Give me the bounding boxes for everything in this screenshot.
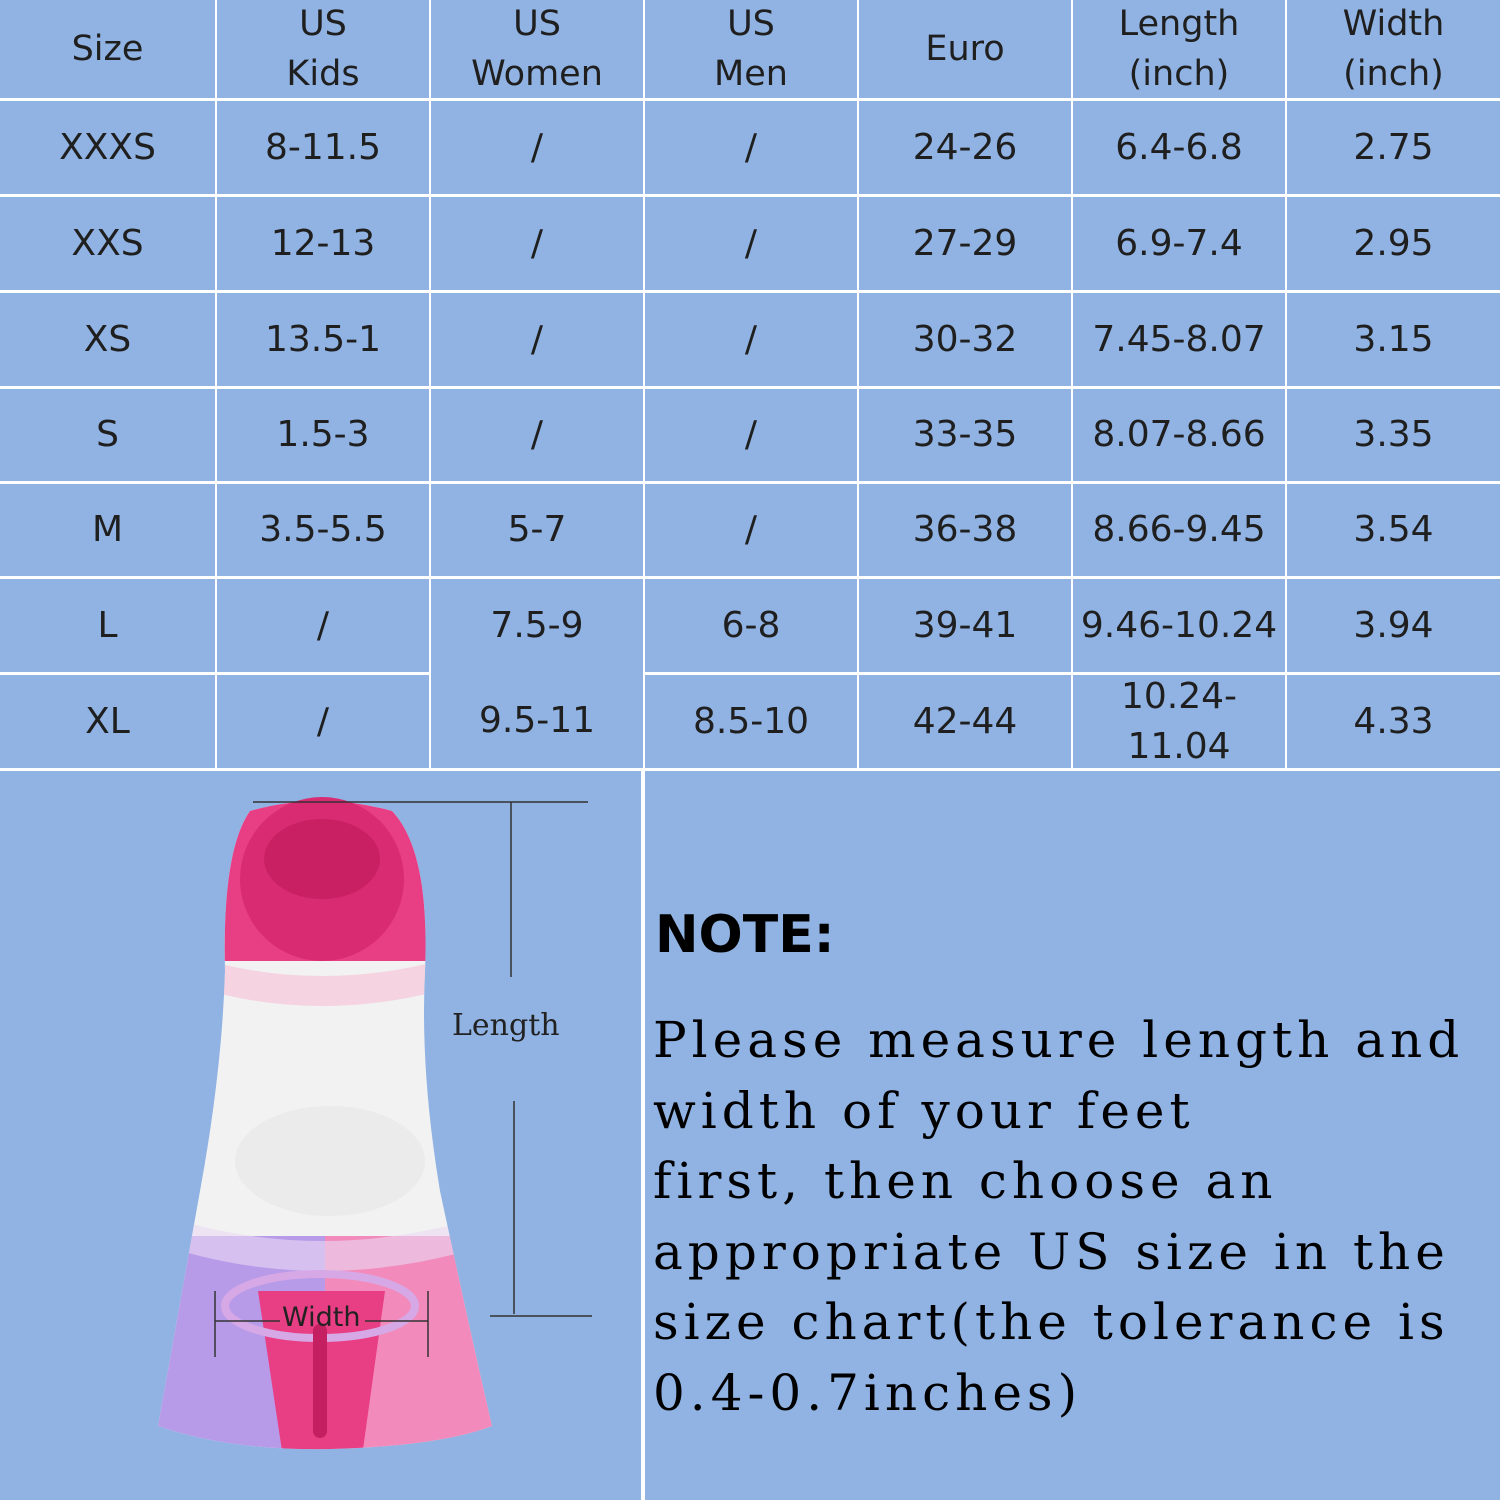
table-header-cell: US Men [645,0,857,98]
table-cell: 7.45-8.07 [1073,293,1285,386]
note-body: Please measure length and width of your feet first, then choose an appropriate US size in the size chart(the tolerance is 0.4-0.7inches) [653,1011,1465,1422]
table-cell: XS [0,293,215,386]
table-header-cell: Length (inch) [1073,0,1285,98]
table-header-cell: Width (inch) [1287,0,1500,98]
table-header-cell: US Women [431,0,643,98]
table-cell: 33-35 [859,389,1071,481]
length-label: Length [452,1008,560,1043]
table-cell: / [645,484,857,576]
table-cell: 4.33 [1287,675,1500,768]
table-cell: / [431,197,643,290]
table-cell: XXXS [0,101,215,194]
table-cell: S [0,389,215,481]
table-header-cell: Euro [859,0,1071,98]
table-cell: / [217,579,429,672]
width-label: Width [282,1302,361,1333]
table-cell: 6-8 [645,579,857,672]
table-cell: / [645,197,857,290]
foot-pocket-inner [264,819,380,899]
table-cell: / [645,101,857,194]
table-cell [431,579,643,768]
table-cell: 1.5-3 [217,389,429,481]
table-cell: / [431,293,643,386]
table-cell: 2.95 [1287,197,1500,290]
table-cell: 6.4-6.8 [1073,101,1285,194]
table-cell: XL [0,675,215,768]
table-cell: 2.75 [1287,101,1500,194]
note-title: NOTE: [655,905,835,965]
table-cell: 8.07-8.66 [1073,389,1285,481]
table-cell: / [217,675,429,768]
table-cell-value: 7.5-9 [490,605,584,647]
table-cell: 24-26 [859,101,1071,194]
table-cell: 8.5-10 [645,675,857,768]
table-cell: 12-13 [217,197,429,290]
table-cell: XXS [0,197,215,290]
table-cell: / [431,101,643,194]
table-cell: 9.46-10.24 [1073,579,1285,672]
table-header-cell: Size [0,0,215,98]
table-cell: 3.54 [1287,484,1500,576]
table-cell-value: 9.5-11 [478,699,596,741]
table-cell: 3.5-5.5 [217,484,429,576]
table-cell: 6.9-7.4 [1073,197,1285,290]
table-cell: 5-7 [431,484,643,576]
table-cell: M [0,484,215,576]
table-cell: 8-11.5 [217,101,429,194]
table-header-cell: US Kids [217,0,429,98]
swim-fin-illustration [0,771,641,1500]
table-cell: 42-44 [859,675,1071,768]
table-cell: / [645,293,857,386]
table-cell: 8.66-9.45 [1073,484,1285,576]
table-cell: / [431,389,643,481]
table-cell: 36-38 [859,484,1071,576]
table-cell: / [645,389,857,481]
table-cell: 10.24-11.04 [1073,675,1285,768]
table-cell: 3.15 [1287,293,1500,386]
table-cell: 3.94 [1287,579,1500,672]
table-cell: 30-32 [859,293,1071,386]
table-cell: 27-29 [859,197,1071,290]
table-cell: 13.5-1 [217,293,429,386]
table-cell: 3.35 [1287,389,1500,481]
table-cell: L [0,579,215,672]
table-cell: 39-41 [859,579,1071,672]
